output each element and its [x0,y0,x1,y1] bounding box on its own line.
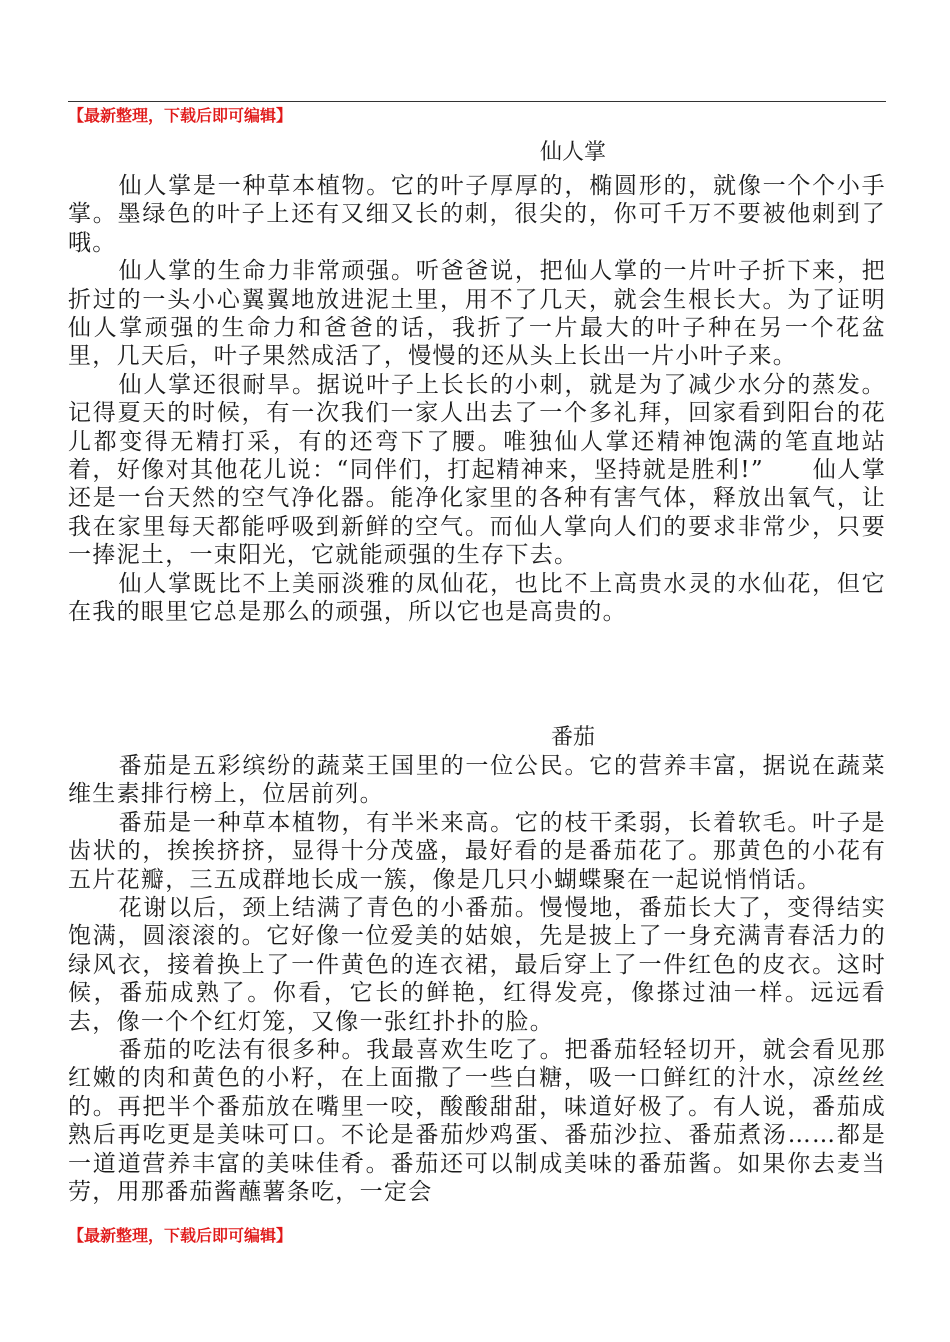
header-rule [68,101,886,102]
paragraph: 仙人掌是一种草本植物。它的叶子厚厚的，椭圆形的，就像一个个小手掌。墨绿色的叶子上还有又细又长的刺，很尖的，你可千万不要被他刺到了哦。 [68,173,886,256]
paragraph: 仙人掌的生命力非常顽强。听爸爸说，把仙人掌的一片叶子折下来，把折过的一头小心翼翼地放进泥土里，用不了几天，就会生根长大。为了证明仙人掌顽强的生命力和爸爸的话，我折了一片最大的叶子种在另一个花盆里，几天后，叶子果然成活了，慢慢的还从头上长出一片小叶子来。 [68,258,886,370]
article-title-cactus: 仙人掌 [539,140,606,165]
paragraph: 番茄是一种草本植物，有半米来高。它的枝干柔弱，长着软毛。叶子是齿状的，挨挨挤挤，显得十分茂盛，最好看的是番茄花了。那黄色的小花有五片花瓣，三五成群地长成一簇，像是几只小蝴蝶聚在一起说悄悄话。 [68,809,886,893]
footer-banner: 【最新整理，下载后即可编辑】 [68,1226,293,1245]
paragraph: 仙人掌还很耐旱。据说叶子上长长的小刺，就是为了减少水分的蒸发。记得夏天的时候，有一次我们一家人出去了一个多礼拜，回家看到阳台的花儿都变得无精打采，有的还弯下了腰。唯独仙人掌还精神饱满的笔直地站着，好像对其他花儿说：“同伴们，打起精神来，坚持就是胜利!” 仙人掌还是一台天然的空气净化器。能净化家里的各种有害气体，释放出氧气，让我在家里每天都能呼吸到新鲜的空气。而仙人掌向人们的要求非常少，只要一捧泥土，一束阳光，它就能顽强的生存下去。 [68,371,886,569]
paragraph: 花谢以后，颈上结满了青色的小番茄。慢慢地，番茄长大了，变得结实饱满，圆滚滚的。它好像一位爱美的姑娘，先是披上了一身充满青春活力的绿风衣，接着换上了一件黄色的连衣裙，最后穿上了一件红色的皮衣。这时候，番茄成熟了。你看，它长的鲜艳，红得发亮，像搽过油一样。远远看去，像一个个红灯笼，又像一张红扑扑的脸。 [68,895,886,1035]
paragraph: 仙人掌既比不上美丽淡雅的凤仙花，也比不上高贵水灵的水仙花，但它在我的眼里它总是那么的顽强，所以它也是高贵的。 [68,570,886,626]
header-banner: 【最新整理，下载后即可编辑】 [68,106,293,125]
paragraph: 番茄的吃法有很多种。我最喜欢生吃了。把番茄轻轻切开，就会看见那红嫩的肉和黄色的小籽，在上面撒了一些白糖，吸一口鲜红的汁水，凉丝丝的。再把半个番茄放在嘴里一咬，酸酸甜甜，味道好极了。有人说，番茄成熟后再吃更是美味可口。不论是番茄炒鸡蛋、番茄沙拉、番茄煮汤……都是一道道营养丰富的美味佳肴。番茄还可以制成美味的番茄酱。如果你去麦当劳，用那番茄酱蘸薯条吃，一定会 [68,1037,886,1206]
paragraph: 番茄是五彩缤纷的蔬菜王国里的一位公民。它的营养丰富，据说在蔬菜维生素排行榜上，位居前列。 [68,753,886,808]
article-body-tomato [68,752,886,1222]
article-title-tomato: 番茄 [550,725,595,750]
article-body-cactus [68,172,886,627]
